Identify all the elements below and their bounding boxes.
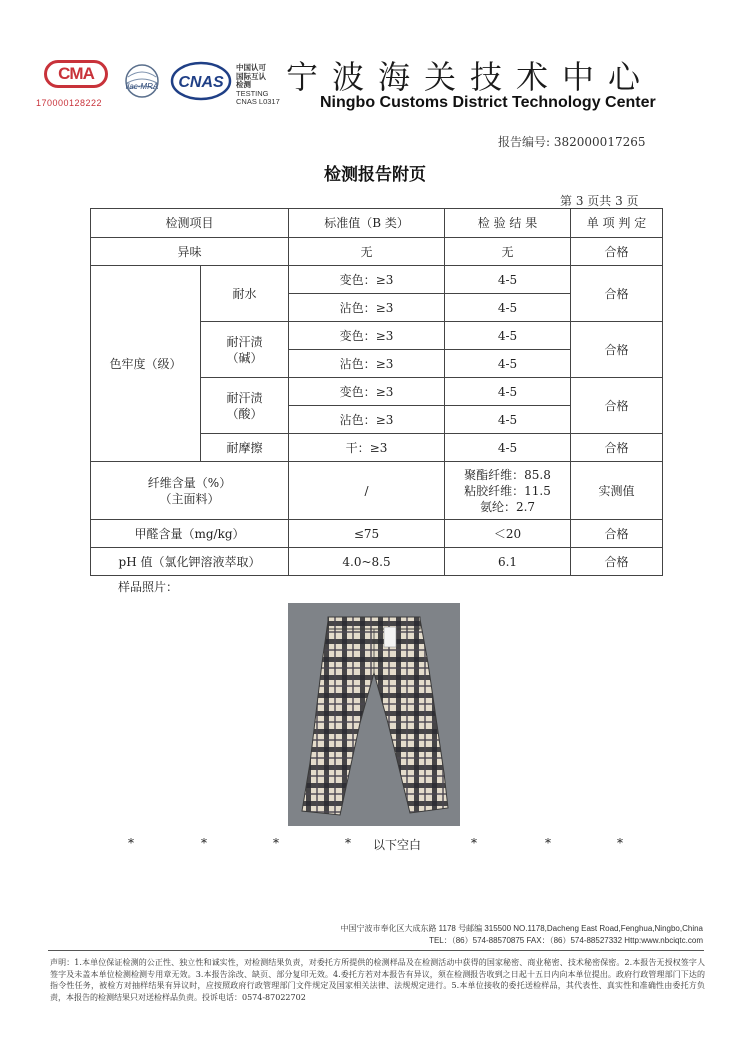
cell-result: ＜20	[445, 520, 571, 548]
cell-fiber-label	[91, 462, 289, 520]
test-results-table	[90, 208, 663, 576]
cell-rubbing-label: 耐摩擦	[201, 434, 289, 462]
cell-verdict: 合格	[571, 238, 663, 266]
cnas-accreditation-text	[236, 64, 280, 107]
cell-standard: 干：≥3	[289, 434, 445, 462]
sample-photo	[288, 603, 460, 826]
cell-standard: 无	[289, 238, 445, 266]
cnas-text: CNAS	[178, 74, 224, 91]
cell-alkali-label	[201, 322, 289, 378]
cell-verdict: 合格	[571, 378, 663, 434]
star-mark: *	[128, 836, 134, 850]
cnas-line: CNAS L0317	[236, 97, 280, 106]
alkali-label-line1: 耐汗渍	[226, 334, 263, 349]
cell-standard: 沾色：≥3	[289, 406, 445, 434]
table-row-fiber	[91, 462, 663, 520]
cell-verdict: 合格	[571, 520, 663, 548]
cell-standard: /	[289, 462, 445, 520]
cell-result: 4-5	[445, 266, 571, 294]
cnas-line: 中国认可	[236, 63, 266, 72]
page-info: 第 3 页共 3 页	[560, 194, 639, 208]
cnas-line: 国际互认	[236, 71, 266, 81]
fiber-label-line2: （主面料）	[159, 491, 220, 506]
cell-result: 6.1	[445, 548, 571, 576]
cell-result: 4-5	[445, 406, 571, 434]
document-title: 检测报告附页	[324, 165, 426, 185]
cell-water-label: 耐水	[201, 266, 289, 322]
acid-label-line1: 耐汗渍	[226, 390, 263, 405]
cell-item: 甲醛含量（mg/kg）	[91, 520, 289, 548]
table-row-ph	[91, 548, 663, 576]
cell-standard: 变色：≥3	[289, 266, 445, 294]
cnas-logo	[170, 60, 232, 102]
star-mark: *	[273, 836, 279, 850]
table-row-water-change	[91, 266, 663, 294]
cell-standard: 4.0~8.5	[289, 548, 445, 576]
cell-verdict: 实测值	[571, 462, 663, 520]
cell-verdict: 合格	[571, 322, 663, 378]
cell-fiber-result	[445, 462, 571, 520]
star-mark: *	[617, 836, 623, 850]
acid-label-line2: （酸）	[226, 406, 263, 421]
cell-item: 异味	[91, 238, 289, 266]
cell-standard: 沾色：≥3	[289, 294, 445, 322]
cell-verdict: 合格	[571, 434, 663, 462]
cell-standard: 变色：≥3	[289, 322, 445, 350]
blank-below-text: 以下空白	[373, 838, 422, 852]
address-block	[200, 923, 703, 947]
cell-item: pH 值（氯化钾溶液萃取）	[91, 548, 289, 576]
cell-result: 无	[445, 238, 571, 266]
report-number-label: 报告编号:	[498, 135, 551, 149]
fiber-result-line: 粘胶纤维：11.5	[464, 483, 551, 498]
cell-verdict: 合格	[571, 548, 663, 576]
header-standard: 标准值（B 类）	[289, 209, 445, 238]
fiber-result-line: 氨纶：2.7	[479, 499, 536, 514]
fiber-result-line: 聚酯纤维：85.8	[464, 467, 551, 482]
blank-marker-row	[0, 836, 750, 852]
cell-standard: ≤75	[289, 520, 445, 548]
sample-photo-label: 样品照片：	[118, 580, 179, 594]
fiber-label-line1: 纤维含量（%）	[147, 475, 232, 490]
cma-logo-mark: CMA	[44, 60, 108, 88]
star-mark: *	[201, 836, 207, 850]
table-row-formaldehyde	[91, 520, 663, 548]
address-line: 中国宁波市奉化区大成东路 1178 号邮编 315500 NO.1178,Dacheng East Road,Fenghua,Ningbo,China	[340, 924, 703, 933]
cell-verdict: 合格	[571, 266, 663, 322]
center-title-cn: 宁波海关技术中心	[286, 58, 655, 96]
ilac-text: ilac-MRA	[125, 82, 159, 91]
cell-standard: 沾色：≥3	[289, 350, 445, 378]
cell-result: 4-5	[445, 322, 571, 350]
table-row-odor	[91, 238, 663, 266]
header-verdict: 单 项 判 定	[571, 209, 663, 238]
ilac-mra-logo	[120, 63, 164, 103]
cma-number: 170000128222	[36, 98, 103, 108]
cell-result: 4-5	[445, 434, 571, 462]
report-number	[498, 133, 646, 150]
disclaimer-text: 声明：1.本单位保证检测的公正性、独立性和诚实性，对检测结果负责，对委托方所提供的检测样品及在检测活动中获得的国家秘密、商业秘密、技术秘密保密。2.本报告无授权签字人签字及未盖本单位检测检测专用章无效。3.本报告涂改、缺页、部分复印无效。4.委托方若对本报告有异议，须在检测报告收到之日起十五日内向本单位提出。政府行政管理部门下达的指令性任务，被检方对抽样结果有异议时，应按照政府行政管理部门文件规定及国家相关法律、法规规定进行。5.本单位接收的委托送检样品，其代表性、真实性和准确性由委托方负责，本报告的检测结果只对送检样品负责。投诉电话：0574-87022702	[50, 958, 705, 1002]
report-number-value: 382000017265	[553, 135, 646, 149]
header-result: 检 验 结 果	[445, 209, 571, 238]
cnas-line: TESTING	[236, 88, 269, 98]
star-mark: *	[471, 836, 477, 850]
cell-standard: 变色：≥3	[289, 378, 445, 406]
table-header-row	[91, 209, 663, 238]
cma-logo	[36, 60, 114, 90]
cnas-line: 检测	[236, 80, 251, 89]
star-mark: *	[345, 836, 351, 850]
cell-result: 4-5	[445, 350, 571, 378]
center-title-en: Ningbo Customs District Technology Center	[320, 94, 656, 111]
cell-result: 4-5	[445, 378, 571, 406]
header-item: 检测项目	[91, 209, 289, 238]
contact-line: TEL：（86）574-88570875 FAX：（86）574-88527332 Http:www.nbciqtc.com	[429, 936, 703, 945]
cell-colorfastness-label: 色牢度（级）	[91, 266, 201, 462]
footer-divider	[48, 950, 704, 951]
cell-result: 4-5	[445, 294, 571, 322]
star-mark: *	[545, 836, 551, 850]
alkali-label-line2: （碱）	[226, 350, 263, 365]
cell-acid-label	[201, 378, 289, 434]
